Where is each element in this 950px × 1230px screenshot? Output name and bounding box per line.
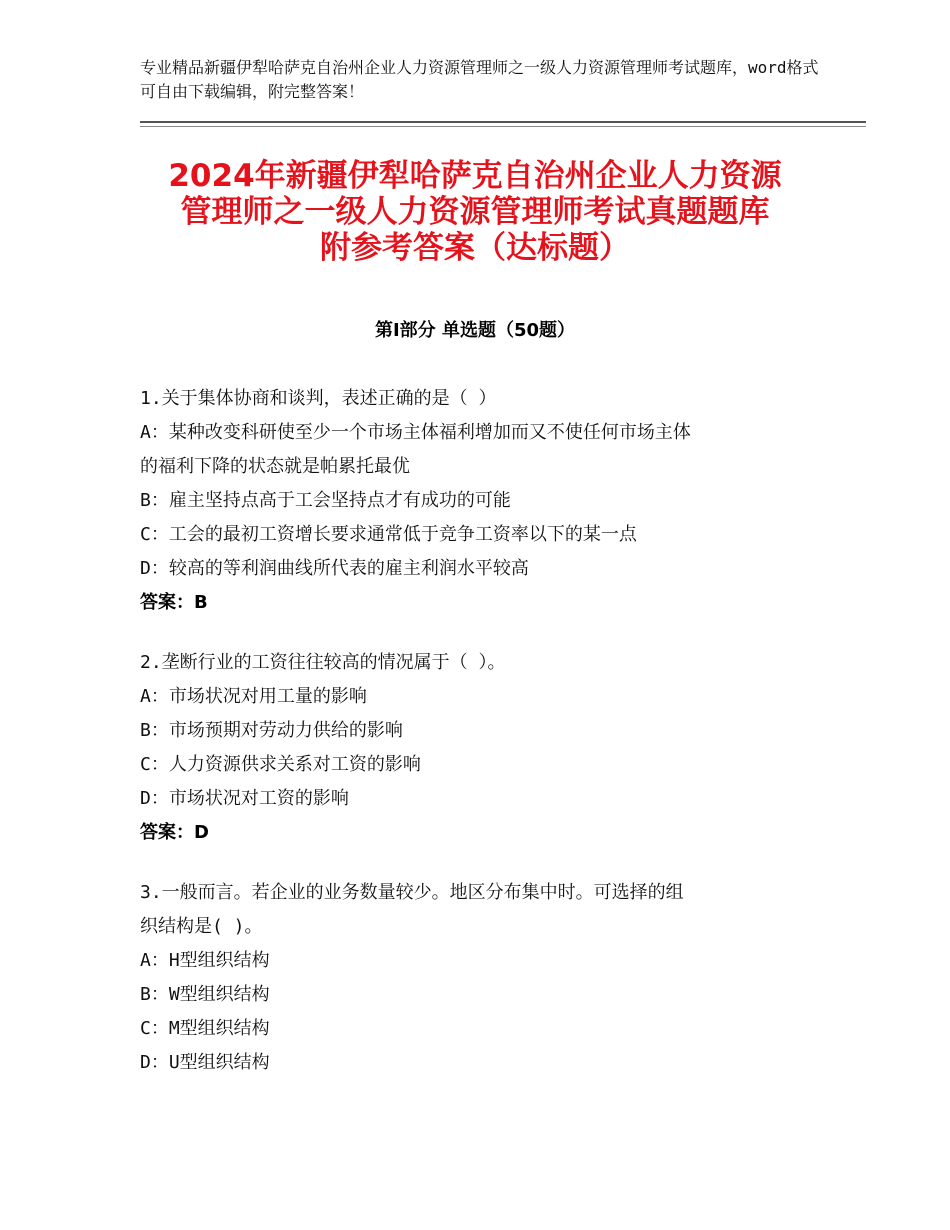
answer-option: A：H型组织结构 [140,950,270,971]
answer-option: D：市场状况对工资的影响 [140,788,349,809]
title-line-2: 管理师之一级人力资源管理师考试真题题库 [180,194,770,230]
answer-option: C：人力资源供求关系对工资的影响 [140,754,421,775]
question-list [140,382,820,1106]
answer-option: D：U型组织结构 [140,1052,270,1073]
header-divider-thin [140,126,866,127]
question-item [140,876,820,1080]
answer-option: B：市场预期对劳动力供给的影响 [140,720,403,741]
answer-option: C：工会的最初工资增长要求通常低于竞争工资率以下的某一点 [140,524,637,545]
answer-option: A：市场状况对用工量的影响 [140,686,367,707]
header-divider-thick [140,121,866,123]
title-line-1: 2024年新疆伊犁哈萨克自治州企业人力资源 [168,158,782,194]
question-item [140,646,820,850]
answer-option: D：较高的等利润曲线所代表的雇主利润水平较高 [140,558,529,579]
title-line-3: 附参考答案（达标题） [320,230,630,266]
question-stem: 2.垄断行业的工资往往较高的情况属于（ ）。 [140,652,506,673]
answer-key: 答案：D [140,822,209,843]
answer-option: B：雇主坚持点高于工会坚持点才有成功的可能 [140,490,511,511]
answer-option: C：M型组织结构 [140,1018,270,1039]
header-note: 专业精品新疆伊犁哈萨克自治州企业人力资源管理师之一级人力资源管理师考试题库，word格式可自由下载编辑，附完整答案！ [140,58,819,101]
document-title [120,158,830,266]
question-stem: 1.关于集体协商和谈判，表述正确的是（ ） [140,388,497,409]
question-stem: 3.一般而言。若企业的业务数量较少。地区分布集中时。可选择的组 [140,882,684,903]
question-item [140,382,820,620]
answer-key: 答案：B [140,592,208,613]
question-stem: 织结构是( )。 [140,916,263,937]
section-heading: 第Ⅰ部分 单选题（50题） [374,320,575,341]
answer-option: B：W型组织结构 [140,984,270,1005]
answer-option: 的福利下降的状态就是帕累托最优 [140,456,410,477]
answer-option: A：某种改变科研使至少一个市场主体福利增加而又不使任何市场主体 [140,422,691,443]
